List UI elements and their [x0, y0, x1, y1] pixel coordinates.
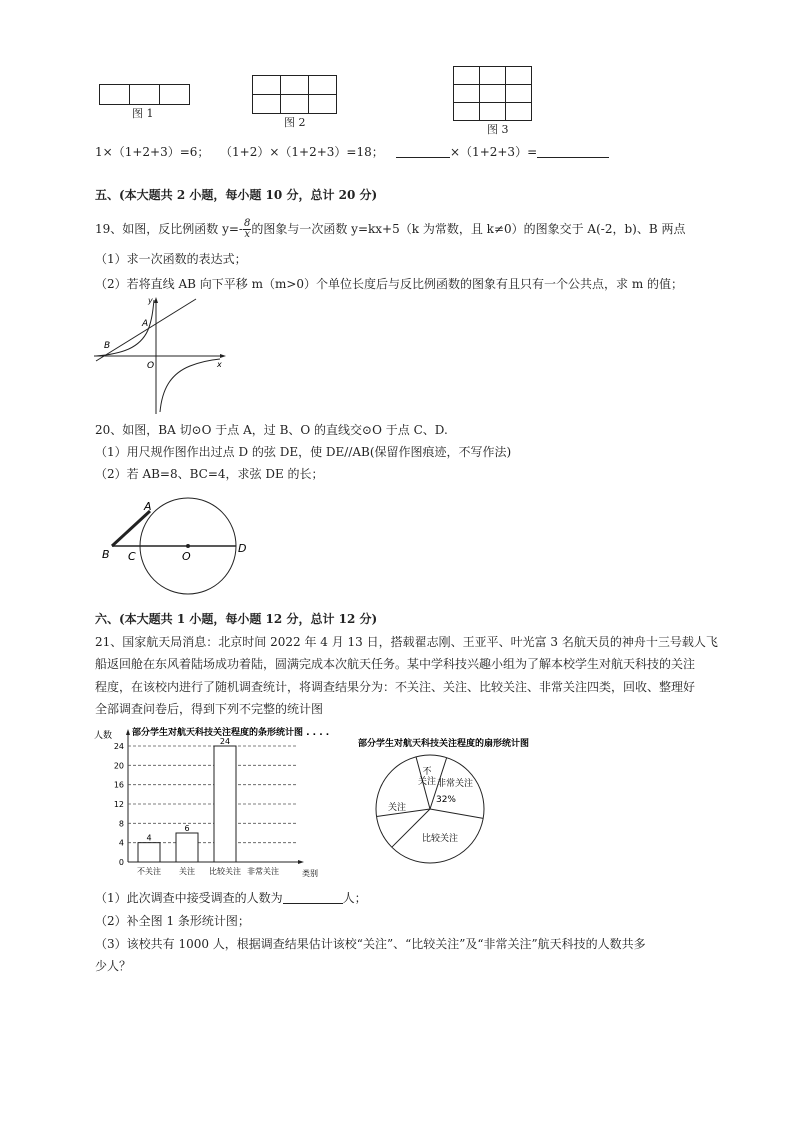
x-axis-arrow	[298, 860, 304, 864]
x-category-label: 不关注	[137, 867, 161, 876]
pie-label-very-concerned: 非常关注	[436, 779, 474, 789]
label-c: C	[128, 550, 136, 563]
label-b: B	[102, 548, 110, 561]
bar-chart	[92, 722, 332, 885]
fraction-8-over-x: $\frac{8}{x}$	[243, 218, 251, 240]
q19-function-graph	[92, 294, 232, 419]
bar	[138, 843, 160, 862]
origin-label: O	[147, 361, 155, 371]
bar	[214, 746, 236, 862]
bar	[176, 833, 198, 862]
section-5-title: 五、(本大题共 2 小题，每小题 10 分，总计 20 分)	[95, 188, 378, 202]
q21-line-3: 程度，在该校内进行了随机调查统计，将调查结果分为：不关注、关注、比较关注、非常关注四类，回收、整理好	[95, 680, 696, 694]
q21-line-2: 船返回舱在东风着陆场成功着陆，圆满完成本次航天任务。某中学科技兴趣小组为了解本校学生对航天科技的关注	[95, 657, 696, 671]
x-category-label: 非常关注	[247, 867, 279, 876]
q20-part-2: （2）若 AB=8、BC=4，求弦 DE 的长；	[95, 467, 324, 481]
answer-blank-2[interactable]	[537, 145, 609, 158]
label-a: A	[144, 500, 152, 513]
y-tick-label: 4	[118, 838, 124, 848]
bar-chart-x-label: 类别	[302, 869, 318, 878]
bar-chart-title: 部分学生对航天科技关注程度的条形统计图 . . . .	[132, 728, 330, 738]
y-tick-label: 0	[118, 858, 124, 867]
formula-2: （1+2）×（1+2+3）=18；	[220, 145, 384, 159]
q20-intro: 20、如图，BA 切⊙O 于点 A，过 B、O 的直线交⊙O 于点 C、D.	[95, 423, 448, 437]
y-tick-label: 24	[113, 742, 124, 751]
formula-3: ×（1+2+3）=	[396, 144, 609, 160]
q21-line-1: 21、国家航天局消息：北京时间 2022 年 4 月 13 日，搭载翟志刚、王亚平、叶光富 3 名航天员的神舟十三号载人飞	[95, 635, 718, 649]
pie-chart	[350, 734, 530, 867]
y-axis-arrow	[126, 729, 130, 735]
y-tick-label: 12	[113, 800, 124, 809]
q19-part-2: （2）若将直线 AB 向下平移 m（m>0）个单位长度后与反比例函数的图象有且只有一个公共点，求 m 的值；	[95, 277, 684, 291]
pie-label-fairly-concerned: 比较关注	[421, 834, 459, 844]
bar-data-label: 4	[146, 833, 152, 843]
label-d: D	[238, 542, 247, 555]
pie-value-very-concerned: 32%	[435, 795, 457, 805]
y-tick-label: 20	[113, 761, 124, 771]
y-tick-label: 16	[113, 780, 124, 790]
x-category-label: 关注	[179, 867, 195, 876]
formula-1: 1×（1+2+3）=6；	[95, 145, 210, 159]
q21-part-1: （1）此次调查中接受调查的人数为 人；	[95, 891, 367, 905]
bar-data-label: 24	[219, 737, 231, 746]
q21-line-4: 全部调查问卷后，得到下列不完整的统计图	[95, 702, 324, 716]
fig3-caption: 图 3	[487, 123, 509, 136]
label-o: O	[182, 550, 191, 563]
q21-part-3-line-2: 少人？	[95, 959, 132, 973]
q20-part-1: （1）用尺规作图作出过点 D 的弦 DE，使 DE//AB(保留作图痕迹，不写作法)	[95, 445, 512, 459]
answer-blank-3[interactable]	[283, 891, 343, 904]
bar-data-label: 6	[184, 824, 190, 833]
bar-chart-y-label: 人数	[94, 731, 113, 741]
grid-figure-2	[252, 75, 338, 118]
pie-chart-title: 部分学生对航天科技关注程度的扇形统计图	[358, 739, 530, 749]
answer-blank-1[interactable]	[396, 145, 450, 158]
grid-figure-3	[453, 66, 533, 125]
pie-label-not-concerned: 不	[422, 767, 432, 777]
q19-intro: 19、如图，反比例函数 y=- $\frac{8}{x}$ 的图象与一次函数 y=kx+5（k 为常数，且 k≠0）的图象交于 A(-2，b)、B 两点	[95, 218, 686, 240]
pie-label-concerned: 关注	[387, 803, 407, 813]
fig2-caption: 图 2	[284, 116, 306, 129]
pie-label-not-concerned: 关注	[417, 777, 437, 787]
x-category-label: 比较关注	[209, 867, 241, 876]
q21-part-3-line-1: （3）该校共有 1000 人，根据调查结果估计该校“关注”、“比较关注”及“非常关注”航天科技的人数共多	[95, 937, 646, 951]
y-tick-label: 8	[118, 819, 124, 829]
fig1-caption: 图 1	[132, 107, 154, 120]
point-b-label: B	[104, 341, 111, 351]
point-a-label: A	[142, 319, 149, 329]
y-axis-label: y	[148, 296, 153, 305]
q20-circle-figure	[98, 494, 256, 601]
q21-part-2: （2）补全图 1 条形统计图；	[95, 914, 250, 928]
section-6-title: 六、(本大题共 1 小题，每小题 12 分，总计 12 分)	[95, 612, 378, 626]
q19-part-1: （1）求一次函数的表达式；	[95, 252, 247, 266]
x-axis-label: x	[217, 360, 222, 369]
